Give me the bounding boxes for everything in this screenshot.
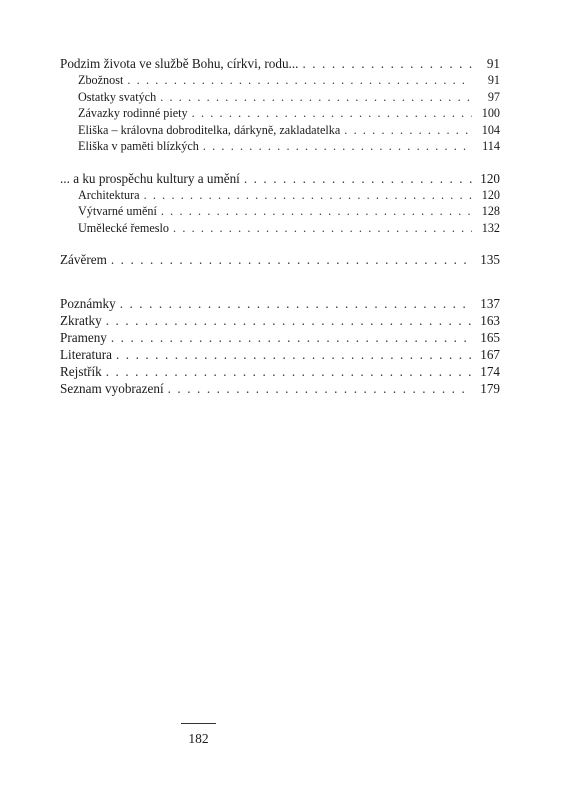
leader-dots <box>127 72 472 89</box>
toc-subentry-title: Ostatky svatých <box>78 89 157 104</box>
toc-subentry <box>60 105 500 122</box>
toc-entry-title: Seznam vyobrazení <box>60 381 164 396</box>
toc-entry-page: 163 <box>480 313 500 328</box>
toc-entry-page: 137 <box>480 296 500 311</box>
toc-entry-page: 174 <box>480 364 500 379</box>
leader-dots <box>168 380 472 397</box>
leader-dots <box>144 187 472 204</box>
toc-entry-title: Literatura <box>60 347 112 362</box>
toc-entry <box>60 312 500 329</box>
leader-dots <box>244 170 472 187</box>
toc-entry-page: 135 <box>480 252 500 267</box>
toc-subentry-title: Umělecké řemeslo <box>78 220 170 235</box>
leader-dots <box>173 220 472 237</box>
toc-entry <box>60 295 500 312</box>
toc-subentry <box>60 187 500 204</box>
toc-subentry-page: 120 <box>481 187 500 202</box>
toc-subentry-page: 104 <box>481 122 500 137</box>
toc-subentry-title: Eliška v paměti blízkých <box>78 139 199 153</box>
leader-dots <box>111 251 472 268</box>
toc-entry-title: Podzim života ve službě Bohu, církvi, rodu... <box>60 56 299 71</box>
toc-entry-page: 120 <box>480 170 500 186</box>
toc-subentry <box>60 72 500 89</box>
toc-subentry-page: 128 <box>481 204 500 218</box>
toc-subentry-page: 114 <box>482 139 500 153</box>
toc-entry-title: ... a ku prospěchu kultury a umění <box>60 170 240 186</box>
toc-subentry-title: Výtvarné umění <box>78 204 157 218</box>
toc-entry <box>60 363 500 380</box>
toc-entry <box>60 55 500 72</box>
toc-subentry <box>60 138 500 155</box>
leader-dots <box>344 122 472 139</box>
toc-section-conclusion <box>60 251 500 268</box>
leader-dots <box>106 312 472 329</box>
toc-entry-title: Prameny <box>60 330 107 345</box>
toc-entry <box>60 329 500 346</box>
toc-subentry-page: 132 <box>481 220 500 235</box>
toc-section-appendix <box>60 295 500 397</box>
toc-subentry <box>60 122 500 139</box>
toc-subentry <box>60 220 500 237</box>
footer-rule <box>181 723 216 724</box>
toc-entry-title: Rejstřík <box>60 364 102 379</box>
toc-entry-page: 165 <box>480 330 500 345</box>
toc-subentry <box>60 203 500 220</box>
toc-entry-page: 167 <box>480 347 500 362</box>
table-of-contents <box>60 55 500 397</box>
leader-dots <box>160 89 472 106</box>
leader-dots <box>192 105 472 122</box>
toc-subentry-title: Zbožnost <box>78 73 124 87</box>
toc-entry <box>60 251 500 268</box>
leader-dots <box>302 55 472 72</box>
toc-subentry-page: 97 <box>487 89 500 104</box>
page-number: 182 <box>188 731 209 746</box>
toc-entry-title: Zkratky <box>60 313 102 328</box>
toc-subentry-title: Eliška – královna dobroditelka, dárkyně, zakladatelka <box>78 122 341 137</box>
toc-subentry-title: Architektura <box>78 187 140 202</box>
toc-subentry <box>60 89 500 106</box>
leader-dots <box>111 329 472 346</box>
toc-subentry-title: Závazky rodinné piety <box>78 106 188 120</box>
toc-section-culture-and-art <box>60 170 500 237</box>
toc-entry <box>60 170 500 187</box>
leader-dots <box>116 346 472 363</box>
toc-entry-page: 179 <box>480 381 500 396</box>
leader-dots <box>161 203 472 220</box>
leader-dots <box>203 138 472 155</box>
toc-section-autumn-of-life <box>60 55 500 155</box>
toc-subentry-page: 100 <box>481 106 500 120</box>
toc-entry <box>60 346 500 363</box>
leader-dots <box>120 295 472 312</box>
toc-entry <box>60 380 500 397</box>
leader-dots <box>106 363 472 380</box>
toc-entry-page: 91 <box>486 56 500 71</box>
toc-entry-title: Závěrem <box>60 252 107 267</box>
toc-entry-title: Poznámky <box>60 296 116 311</box>
toc-subentry-page: 91 <box>487 73 500 87</box>
